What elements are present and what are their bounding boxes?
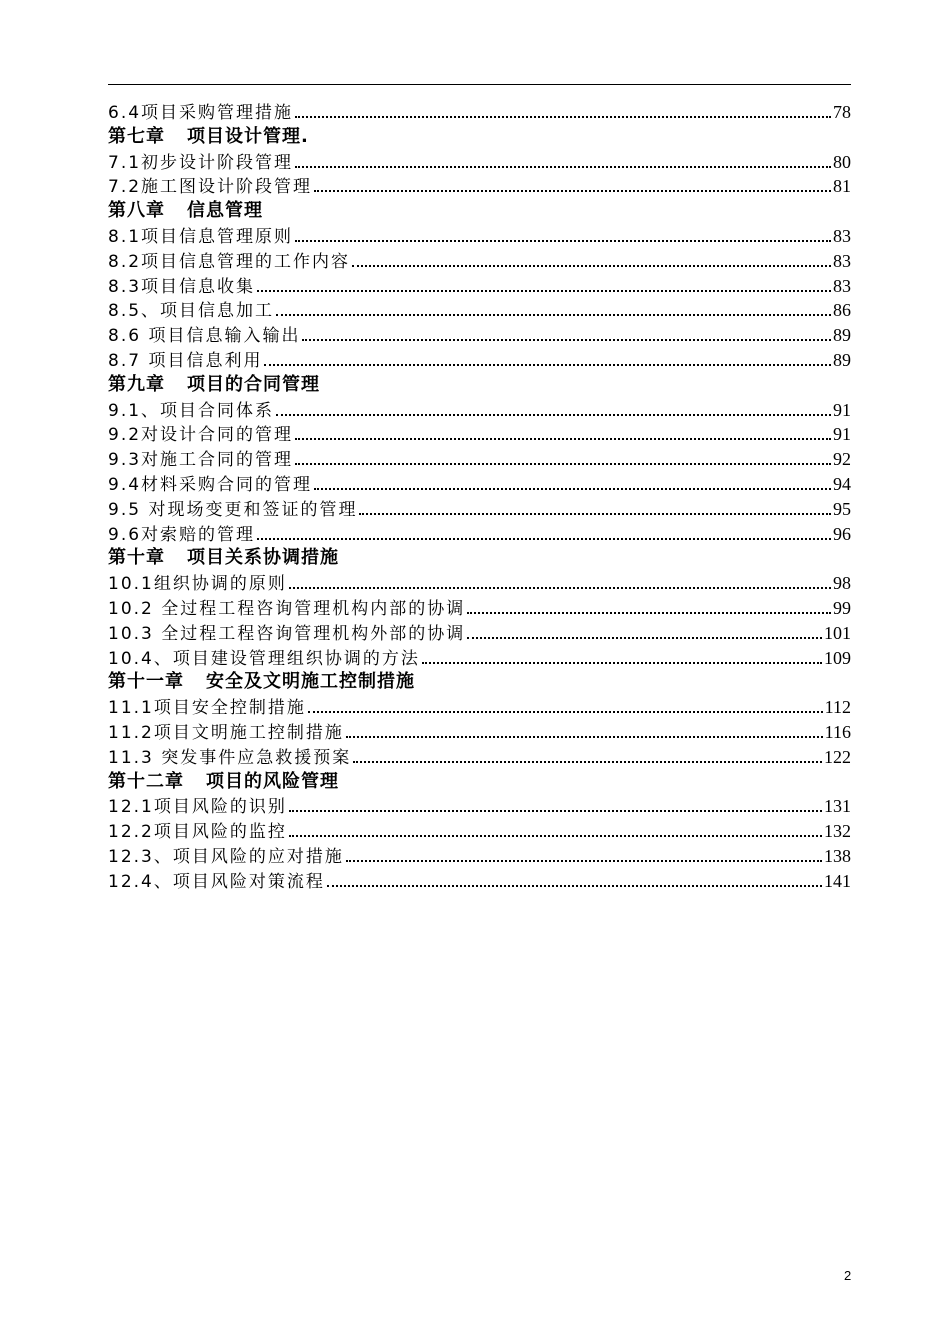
dot-leader (308, 711, 823, 713)
dot-leader (257, 538, 831, 540)
chapter-title: 项目的风险管理 (206, 770, 339, 792)
toc-entry-page-number: 83 (833, 250, 851, 271)
dot-leader (276, 414, 831, 416)
toc-entry-page-number: 80 (833, 151, 851, 172)
toc-chapter-heading (108, 125, 851, 150)
toc-entry-title: 12.4、项目风险对策流程 (108, 871, 325, 892)
toc-entry-page-number: 99 (833, 597, 851, 618)
dot-leader (467, 637, 822, 639)
toc-entry-title: 9.5 对现场变更和签证的管理 (108, 499, 358, 520)
toc-entry (108, 447, 851, 472)
toc-entry-title: 11.1项目安全控制措施 (108, 698, 306, 719)
dot-leader (302, 339, 831, 341)
toc-entry (108, 150, 851, 175)
toc-entry-title: 7.2施工图设计阶段管理 (108, 177, 313, 198)
toc-entry (108, 522, 851, 547)
toc-entry-title: 12.1项目风险的识别 (108, 797, 287, 818)
toc-entry-title: 9.2对设计合同的管理 (108, 425, 294, 446)
toc-entry-title: 9.6对索赔的管理 (108, 524, 256, 545)
chapter-title: 安全及文明施工控制措施 (206, 671, 415, 693)
toc-entry (108, 497, 851, 522)
chapter-label: 第八章 (108, 200, 165, 222)
toc-entry-page-number: 112 (824, 697, 851, 718)
toc-entry (108, 249, 851, 274)
dot-leader (289, 835, 822, 837)
dot-leader (346, 736, 823, 738)
toc-entry (108, 596, 851, 621)
toc-entry-page-number: 83 (833, 225, 851, 246)
toc-entry-page-number: 78 (833, 102, 851, 122)
toc-entry (108, 224, 851, 249)
toc-entry (108, 819, 851, 844)
toc-entry-title: 10.2 全过程工程咨询管理机构内部的协调 (108, 598, 466, 619)
chapter-label: 第七章 (108, 125, 165, 147)
toc-entry-page-number: 91 (833, 399, 851, 420)
dot-leader (289, 587, 831, 589)
toc-entry-title: 8.6 项目信息输入输出 (108, 326, 301, 347)
toc-entry-page-number: 98 (833, 573, 851, 594)
toc-entry (108, 298, 851, 323)
toc-chapter-heading (108, 373, 851, 398)
toc-entry-page-number: 95 (833, 498, 851, 519)
toc-entry (108, 621, 851, 646)
chapter-label: 第十二章 (108, 770, 184, 792)
dot-leader (264, 364, 831, 366)
header-rule (108, 84, 851, 85)
toc-entry-title: 8.3项目信息收集 (108, 276, 256, 297)
dot-leader (295, 438, 831, 440)
toc-entry-page-number: 91 (833, 424, 851, 445)
toc-entry-title: 9.1、项目合同体系 (108, 400, 275, 421)
toc-entry-page-number: 131 (824, 796, 851, 817)
chapter-label: 第九章 (108, 373, 165, 395)
chapter-title: 项目的合同管理 (187, 373, 320, 395)
toc-chapter-heading (108, 770, 851, 795)
toc-entry (108, 348, 851, 373)
toc-chapter-heading (108, 199, 851, 224)
dot-leader (314, 190, 831, 192)
dot-leader (257, 290, 831, 292)
toc-entry-title: 6.4项目采购管理措施 (108, 103, 294, 123)
table-of-contents (108, 100, 851, 894)
toc-entry-page-number: 109 (824, 647, 851, 668)
toc-entry-title: 8.2项目信息管理的工作内容 (108, 251, 351, 272)
dot-leader (327, 885, 822, 887)
dot-leader (295, 240, 831, 242)
toc-entry (108, 274, 851, 299)
toc-entry (108, 720, 851, 745)
dot-leader (295, 116, 831, 118)
toc-entry (108, 844, 851, 869)
dot-leader (352, 265, 831, 267)
toc-entry (108, 869, 851, 894)
dot-leader (295, 463, 831, 465)
toc-chapter-heading (108, 546, 851, 571)
dot-leader (295, 166, 831, 168)
toc-entry (108, 794, 851, 819)
dot-leader (353, 761, 822, 763)
chapter-label: 第十一章 (108, 671, 184, 693)
toc-entry-page-number: 89 (833, 349, 851, 370)
toc-entry-page-number: 89 (833, 325, 851, 346)
toc-entry-title: 7.1初步设计阶段管理 (108, 152, 294, 173)
dot-leader (467, 612, 831, 614)
chapter-title: 项目设计管理. (187, 125, 309, 147)
toc-entry-page-number: 141 (824, 870, 851, 891)
toc-entry-page-number: 101 (824, 622, 851, 643)
toc-entry-page-number: 122 (824, 746, 851, 767)
toc-entry-page-number: 86 (833, 300, 851, 321)
toc-entry-title: 8.7 项目信息利用 (108, 350, 263, 371)
page-number: 2 (844, 1268, 852, 1283)
toc-entry (108, 422, 851, 447)
toc-entry (108, 472, 851, 497)
dot-leader (276, 314, 831, 316)
toc-entry-title: 8.5、项目信息加工 (108, 301, 275, 322)
toc-entry-title: 8.1项目信息管理原则 (108, 226, 294, 247)
chapter-label: 第十章 (108, 547, 165, 569)
toc-entry-title: 9.4材料采购合同的管理 (108, 474, 313, 495)
toc-entry (108, 695, 851, 720)
toc-entry-title: 9.3对施工合同的管理 (108, 450, 294, 471)
chapter-title: 项目关系协调措施 (187, 547, 339, 569)
toc-entry (108, 398, 851, 423)
dot-leader (346, 860, 822, 862)
toc-entry-page-number: 92 (833, 449, 851, 470)
toc-entry (108, 571, 851, 596)
dot-leader (314, 488, 831, 490)
chapter-title: 信息管理 (187, 200, 263, 222)
toc-entry-page-number: 116 (824, 721, 851, 742)
toc-entry (108, 100, 851, 125)
dot-leader (289, 810, 822, 812)
toc-entry-title: 10.3 全过程工程咨询管理机构外部的协调 (108, 623, 466, 644)
toc-entry-page-number: 96 (833, 523, 851, 544)
toc-entry-title: 12.2项目风险的监控 (108, 822, 287, 843)
toc-entry-title: 10.1组织协调的原则 (108, 574, 287, 595)
toc-entry-title: 11.2项目文明施工控制措施 (108, 722, 344, 743)
toc-entry (108, 174, 851, 199)
toc-entry (108, 323, 851, 348)
dot-leader (422, 662, 822, 664)
toc-chapter-heading (108, 670, 851, 695)
toc-entry-title: 12.3、项目风险的应对措施 (108, 846, 344, 867)
toc-entry-page-number: 94 (833, 473, 851, 494)
dot-leader (359, 513, 831, 515)
toc-entry (108, 646, 851, 671)
toc-entry-page-number: 132 (824, 821, 851, 842)
toc-entry-title: 10.4、项目建设管理组织协调的方法 (108, 648, 420, 669)
toc-entry-page-number: 83 (833, 275, 851, 296)
toc-entry-page-number: 81 (833, 176, 851, 197)
toc-entry-title: 11.3 突发事件应急救援预案 (108, 747, 352, 768)
toc-entry-page-number: 138 (824, 845, 851, 866)
toc-entry (108, 745, 851, 770)
